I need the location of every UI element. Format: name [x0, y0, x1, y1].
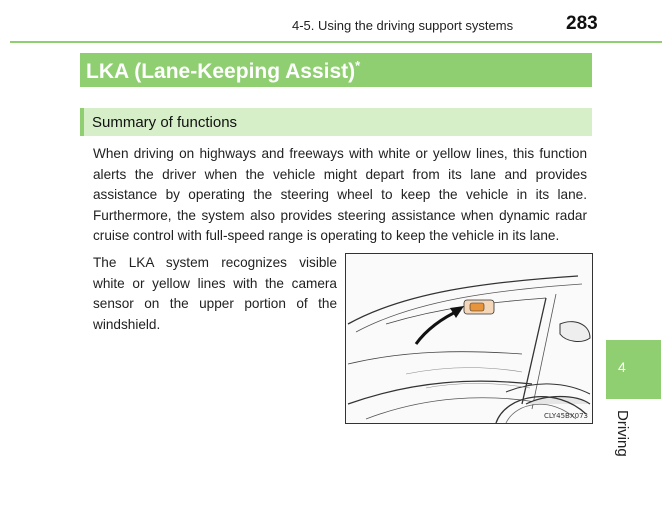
chapter-number: 4 — [618, 359, 626, 375]
page-title — [86, 58, 360, 84]
subheading-bar — [80, 108, 592, 136]
subheading: Summary of functions — [92, 114, 238, 131]
header-section-title: 4-5. Using the driving support systems — [292, 18, 514, 33]
subheading-accent — [80, 108, 84, 136]
body-paragraph-2: The LKA system recognizes visible white or yellow lines with the camera sensor on the upper portion of the windshield. — [93, 255, 337, 332]
title-bar — [80, 53, 592, 87]
header-divider — [10, 41, 662, 43]
title-footnote-mark: * — [355, 58, 361, 73]
illustration-code: CLY45BX073 — [544, 412, 588, 420]
chapter-label: Driving — [614, 410, 631, 457]
camera-sensor-highlight — [470, 303, 484, 311]
car-windshield-drawing — [346, 254, 592, 423]
page-title-text: LKA (Lane-Keeping Assist) — [86, 60, 356, 83]
chapter-tab — [606, 340, 661, 399]
camera-sensor-illustration — [345, 253, 593, 424]
page-number: 283 — [566, 13, 598, 34]
body-paragraph-1: When driving on highways and freeways with white or yellow lines, this function alerts the driver when the vehicle might depart from its lane and provides assistance by operating the steering wheel to keep the vehicle in its lane. Furthermore, the system also provides steering assistance when dynamic radar cruise control with full-speed range is operating to keep the vehicle in its lane. — [93, 146, 587, 243]
